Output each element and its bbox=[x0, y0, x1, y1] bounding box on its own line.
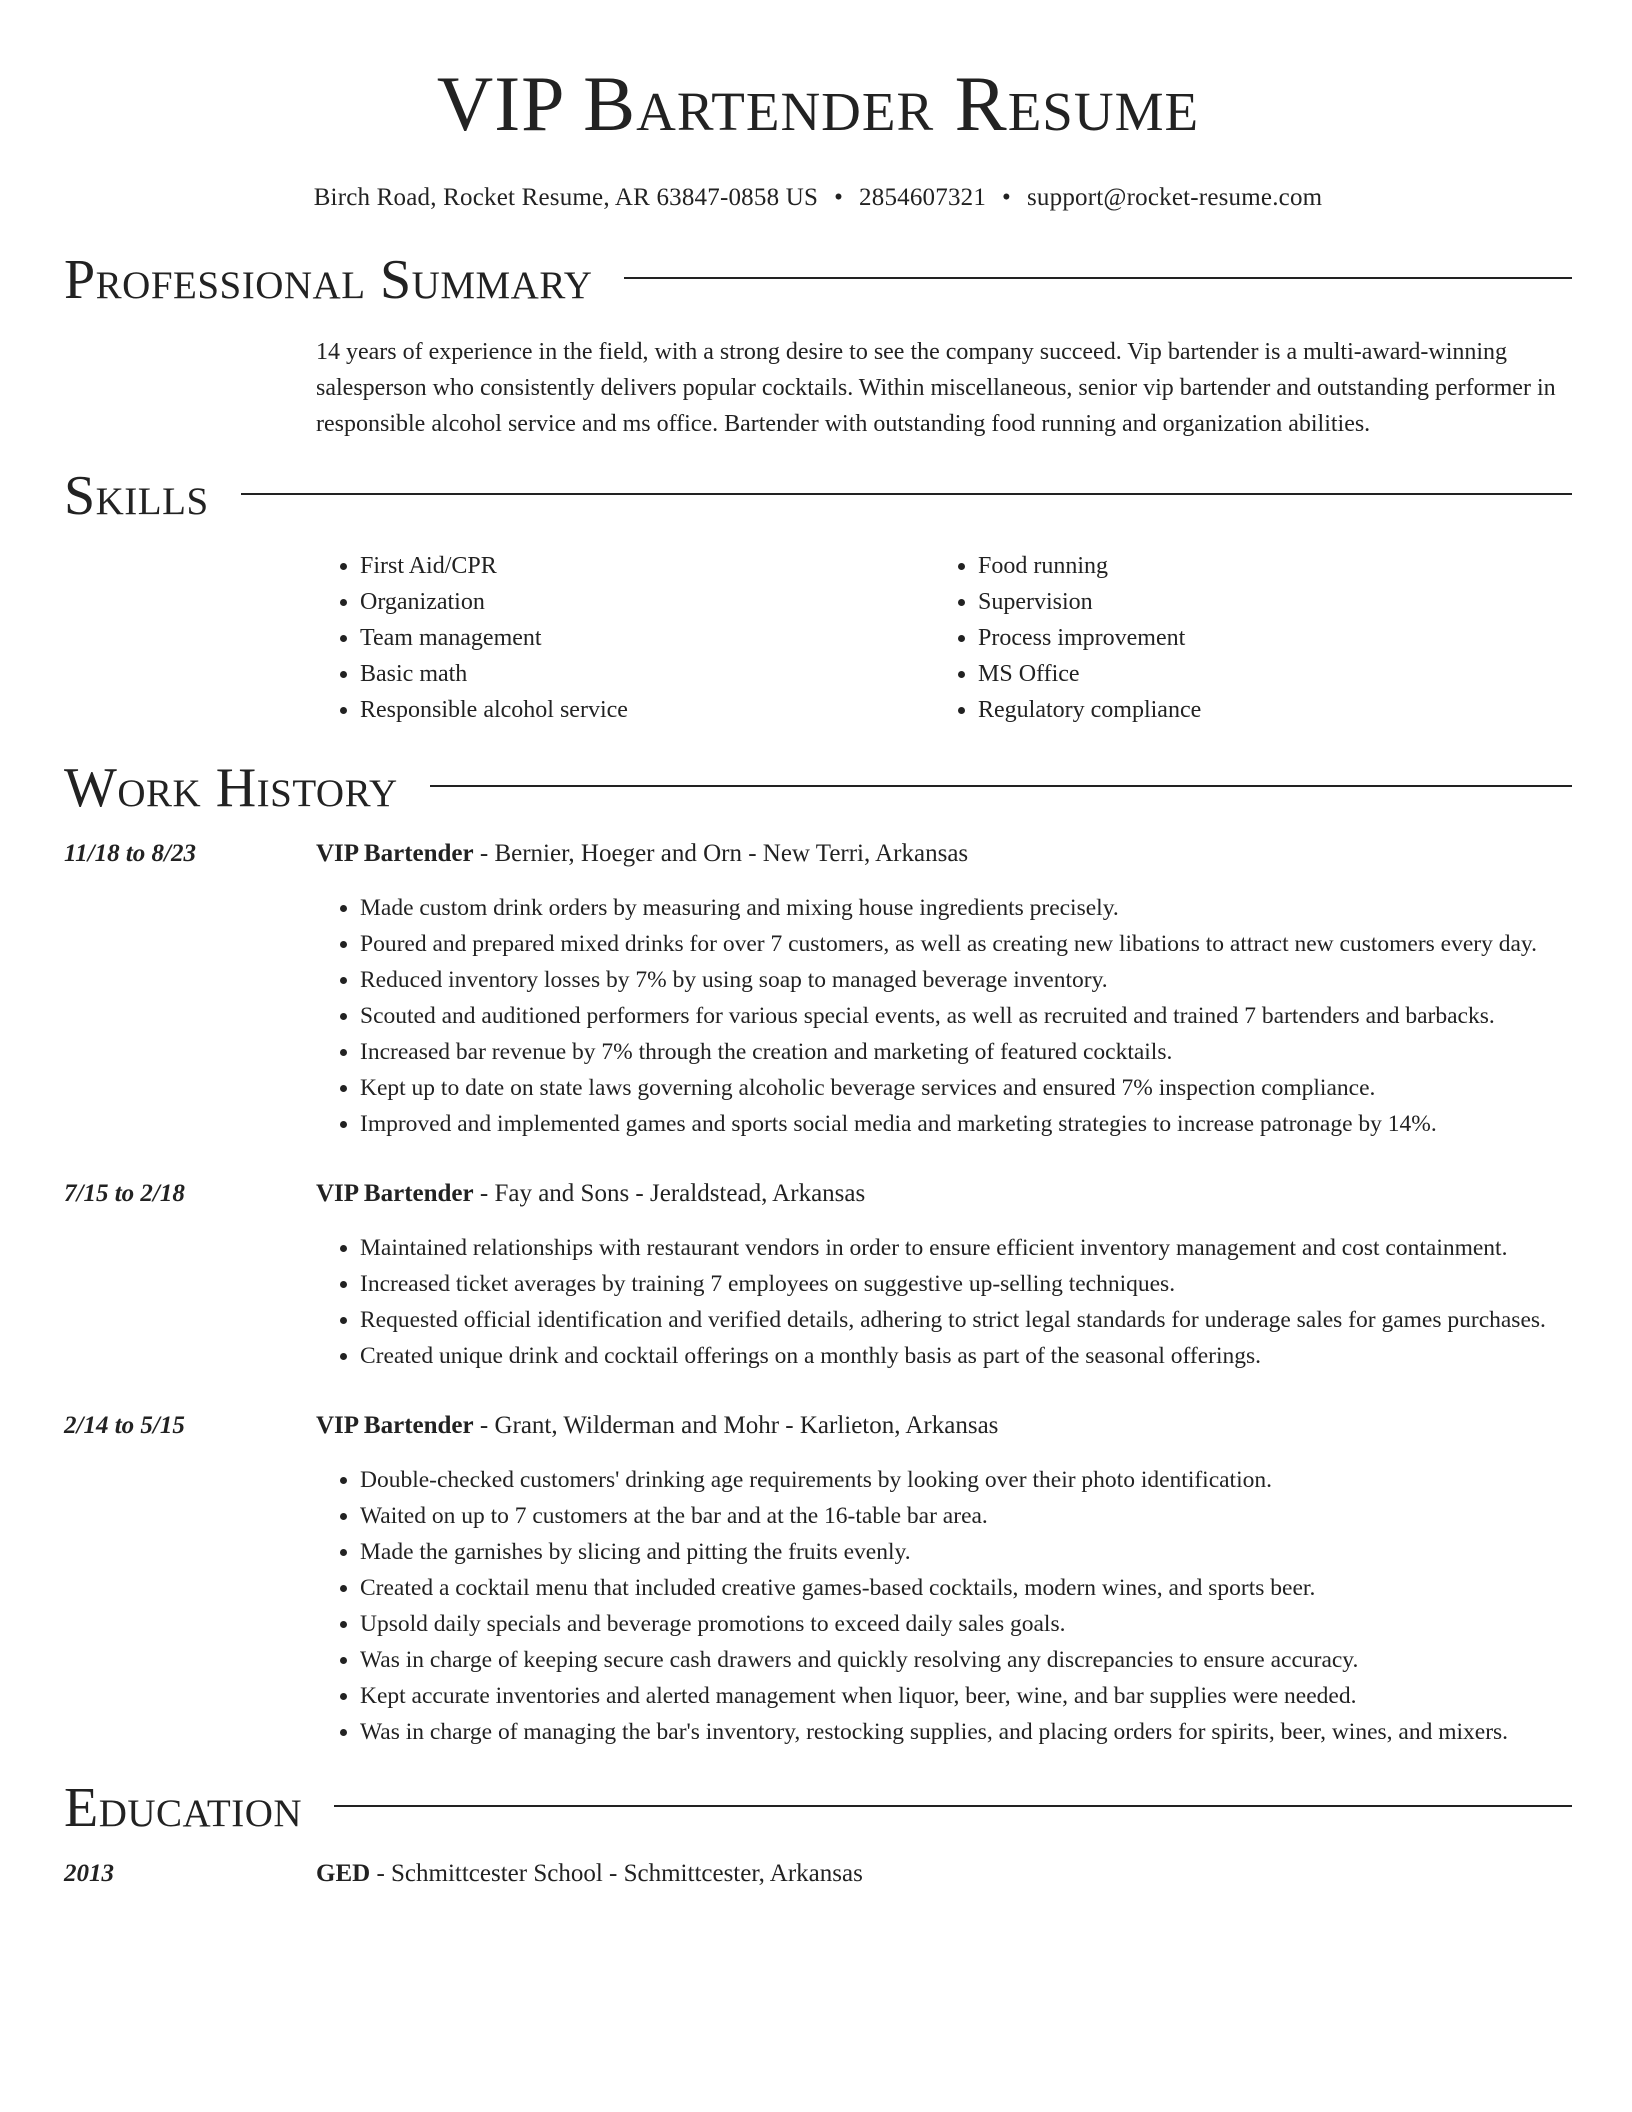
job-dates: 7/15 to 2/18 bbox=[64, 1180, 185, 1207]
job-entry bbox=[64, 836, 1572, 1142]
skill-item: • Basic math bbox=[360, 656, 934, 692]
education-section-header bbox=[64, 1776, 1572, 1840]
contact-separator: • bbox=[1002, 184, 1011, 211]
skill-item: • Responsible alcohol service bbox=[360, 692, 934, 728]
job-body bbox=[316, 836, 1572, 1142]
skill-item: • Regulatory compliance bbox=[978, 692, 1552, 728]
contact-address: Birch Road, Rocket Resume, AR 63847-0858 US bbox=[313, 184, 819, 211]
job-bullet: • Scouted and auditioned performers for various special events, as well as recruited and trained 7 bartenders and barbacks. bbox=[360, 998, 1572, 1034]
job-body bbox=[316, 1408, 1572, 1750]
skill-item: • Organization bbox=[360, 584, 934, 620]
skill-item: • Supervision bbox=[978, 584, 1552, 620]
summary-section-header bbox=[64, 248, 1572, 312]
education-entry bbox=[64, 1856, 1572, 1892]
job-bullet: • Created unique drink and cocktail offerings on a monthly basis as part of the seasonal offerings. bbox=[360, 1338, 1572, 1374]
skills-column-left bbox=[316, 548, 934, 728]
education-heading-line bbox=[316, 1856, 863, 1892]
resume-title: VIP Bartender Resume bbox=[436, 60, 1200, 147]
job-title: VIP Bartender bbox=[316, 1412, 474, 1439]
job-bullet: • Double-checked customers' drinking age requirements by looking over their photo identification. bbox=[360, 1462, 1572, 1498]
skill-item: • First Aid/CPR bbox=[360, 548, 934, 584]
job-bullets bbox=[316, 1230, 1572, 1374]
job-bullets bbox=[316, 1462, 1572, 1750]
job-bullet: • Waited on up to 7 customers at the bar and at the 16-table bar area. bbox=[360, 1498, 1572, 1534]
education-year: 2013 bbox=[64, 1860, 114, 1887]
job-bullet: • Kept up to date on state laws governing alcoholic beverage services and ensured 7% inspection compliance. bbox=[360, 1070, 1572, 1106]
job-bullet: • Upsold daily specials and beverage promotions to exceed daily sales goals. bbox=[360, 1606, 1572, 1642]
skills-column-right bbox=[934, 548, 1552, 728]
job-bullet: • Made the garnishes by slicing and pitting the fruits evenly. bbox=[360, 1534, 1572, 1570]
job-bullet: • Reduced inventory losses by 7% by using soap to managed beverage inventory. bbox=[360, 962, 1572, 998]
job-heading bbox=[316, 1176, 1572, 1212]
contact-email: support@rocket-resume.com bbox=[1027, 184, 1323, 211]
contact-phone: 2854607321 bbox=[859, 184, 987, 211]
job-heading bbox=[316, 836, 1572, 872]
work-section-header bbox=[64, 756, 1572, 820]
section-divider bbox=[241, 493, 1572, 495]
job-bullets bbox=[316, 890, 1572, 1142]
contact-separator: • bbox=[834, 184, 844, 211]
skill-item: • Team management bbox=[360, 620, 934, 656]
job-bullet: • Was in charge of managing the bar's inventory, restocking supplies, and placing orders for spirits, beer, wines, and mixers. bbox=[360, 1714, 1572, 1750]
section-divider bbox=[430, 785, 1572, 787]
job-bullet: • Improved and implemented games and sports social media and marketing strategies to increase patronage by 14%. bbox=[360, 1106, 1572, 1142]
section-divider bbox=[624, 277, 1572, 279]
job-title: VIP Bartender bbox=[316, 840, 474, 867]
job-employer: - Fay and Sons - Jeraldstead, Arkansas bbox=[473, 1180, 866, 1207]
job-dates: 11/18 to 8/23 bbox=[64, 840, 196, 867]
job-employer: - Bernier, Hoeger and Orn - New Terri, Arkansas bbox=[473, 840, 969, 867]
contact-line bbox=[64, 182, 1572, 214]
job-title: VIP Bartender bbox=[316, 1180, 474, 1207]
job-bullet: • Maintained relationships with restaurant vendors in order to ensure efficient inventory management and cost containment. bbox=[360, 1230, 1572, 1266]
job-bullet: • Made custom drink orders by measuring and mixing house ingredients precisely. bbox=[360, 890, 1572, 926]
summary-text: 14 years of experience in the field, with a strong desire to see the company succeed. Vip bartender is a multi-award-winning salesperson who consistently delivers popular cocktails. Within miscellaneous, senior vip bartender and outstanding performer in responsible alcohol service and ms office. Bartender with outstanding food running and organization abilities. bbox=[316, 339, 1556, 437]
summary-heading: Professional Summary bbox=[64, 249, 593, 311]
job-bullet: • Increased bar revenue by 7% through the creation and marketing of featured cocktails. bbox=[360, 1034, 1572, 1070]
section-divider bbox=[334, 1805, 1572, 1807]
job-body bbox=[316, 1176, 1572, 1374]
skills-list bbox=[316, 548, 1572, 728]
education-school: - Schmittcester School - Schmittcester, Arkansas bbox=[370, 1860, 863, 1887]
skill-item: • Food running bbox=[978, 548, 1552, 584]
skill-item: • Process improvement bbox=[978, 620, 1552, 656]
education-heading: Education bbox=[64, 1777, 303, 1839]
job-bullet: • Requested official identification and verified details, adhering to strict legal standards for underage sales for games purchases. bbox=[360, 1302, 1572, 1338]
work-heading: Work History bbox=[64, 757, 398, 819]
job-heading bbox=[316, 1408, 1572, 1444]
skills-section-header bbox=[64, 464, 1572, 528]
job-entry bbox=[64, 1176, 1572, 1374]
job-bullet: • Increased ticket averages by training 7 employees on suggestive up-selling techniques. bbox=[360, 1266, 1572, 1302]
job-employer: - Grant, Wilderman and Mohr - Karlieton, Arkansas bbox=[473, 1412, 999, 1439]
skill-item: • MS Office bbox=[978, 656, 1552, 692]
job-entry bbox=[64, 1408, 1572, 1750]
skills-heading: Skills bbox=[64, 465, 209, 527]
job-dates: 2/14 to 5/15 bbox=[64, 1412, 185, 1439]
education-degree: GED bbox=[316, 1860, 371, 1887]
job-bullet: • Kept accurate inventories and alerted management when liquor, beer, wine, and bar supplies were needed. bbox=[360, 1678, 1572, 1714]
job-bullet: • Was in charge of keeping secure cash drawers and quickly resolving any discrepancies to ensure accuracy. bbox=[360, 1642, 1572, 1678]
resume-page bbox=[64, 0, 1572, 1892]
job-bullet: • Poured and prepared mixed drinks for over 7 customers, as well as creating new libations to attract new customers every day. bbox=[360, 926, 1572, 962]
job-bullet: • Created a cocktail menu that included creative games-based cocktails, modern wines, and sports beer. bbox=[360, 1570, 1572, 1606]
